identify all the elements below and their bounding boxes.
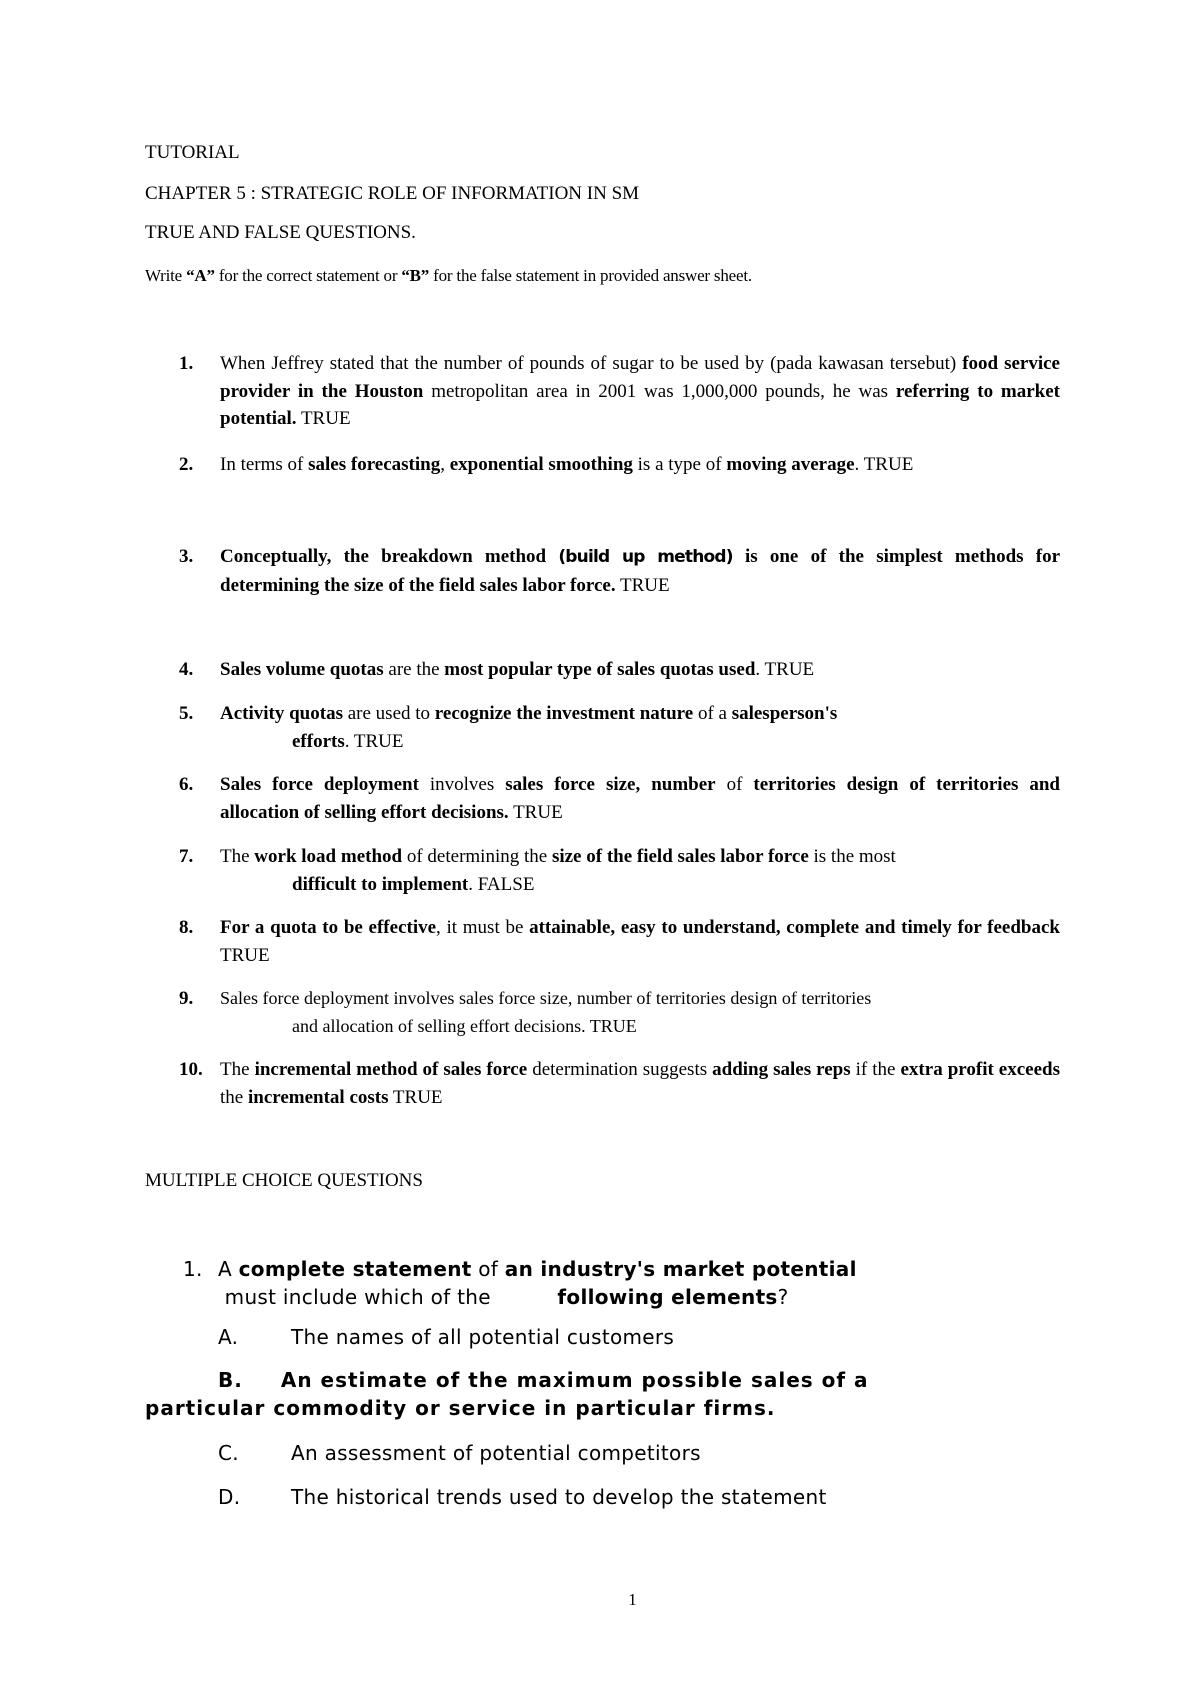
question-number: 4. bbox=[179, 659, 194, 680]
mcq-section-title: MULTIPLE CHOICE QUESTIONS bbox=[145, 1170, 423, 1191]
question-number: 3. bbox=[179, 546, 194, 567]
instruction-text: Write “A” for the correct statement or “B” for the false statement in provided answer sheet. bbox=[145, 266, 752, 285]
tf-question-7: 7. The work load method of determining the size of the field sales labor force is the most difficult to implement. FALSE bbox=[145, 843, 1060, 898]
tf-question-6: 6. Sales force deployment involves sales force size, number of territories design of territories and allocation of selling effort decisions. TRUE bbox=[145, 771, 1060, 826]
tf-question-1: 1. When Jeffrey stated that the number of pounds of sugar to be used by (pada kawasan tersebut) food service provider in the Houston metropolitan area in 2001 was 1,000,000 pounds, he was referring to market potential. TRUE bbox=[145, 350, 1060, 433]
question-number: 6. bbox=[179, 774, 194, 795]
option-b: B. An estimate of the maximum possible sales of a bbox=[218, 1368, 869, 1392]
page-number: 1 bbox=[628, 1590, 637, 1609]
tf-question-5: 5. Activity quotas are used to recognize the investment nature of a salesperson's efforts. TRUE bbox=[145, 700, 1060, 755]
tf-question-3: 3. Conceptually, the breakdown method (build up method) is one of the simplest methods for determining the size of the field sales labor force. TRUE bbox=[145, 543, 1060, 599]
question-number: 1. bbox=[179, 353, 194, 374]
question-number: 10. bbox=[179, 1059, 203, 1080]
question-number: 8. bbox=[179, 917, 194, 938]
question-number: 5. bbox=[179, 703, 194, 724]
chapter-title: CHAPTER 5 : STRATEGIC ROLE OF INFORMATION IN SM bbox=[145, 183, 640, 204]
tf-question-10: 10. The incremental method of sales force determination suggests adding sales reps if the extra profit exceeds the incremental costs TRUE bbox=[145, 1056, 1060, 1111]
question-number: 9. bbox=[179, 988, 194, 1009]
tf-question-8: 8. For a quota to be effective, it must be attainable, easy to understand, complete and timely for feedback TRUE bbox=[145, 914, 1060, 969]
document-title: TUTORIAL bbox=[145, 142, 240, 163]
question-number: 1. bbox=[183, 1257, 203, 1281]
question-number: 2. bbox=[179, 454, 194, 475]
mcq-question-1 bbox=[183, 1255, 1043, 1311]
tf-question-2: 2. In terms of sales forecasting, exponential smoothing is a type of moving average. TRUE bbox=[145, 451, 1060, 479]
section-title: TRUE AND FALSE QUESTIONS. bbox=[145, 222, 416, 243]
option-b-continued: particular commodity or service in particular firms. bbox=[145, 1396, 776, 1420]
tf-question-4: 4. Sales volume quotas are the most popular type of sales quotas used. TRUE bbox=[145, 656, 1060, 684]
question-number: 7. bbox=[179, 846, 194, 867]
tf-question-9: 9. Sales force deployment involves sales force size, number of territories design of territories and allocation of selling effort decisions. TRUE bbox=[145, 985, 1060, 1040]
question-text: A complete statement of an industry's market potential must include which of the following elements? bbox=[218, 1257, 857, 1309]
